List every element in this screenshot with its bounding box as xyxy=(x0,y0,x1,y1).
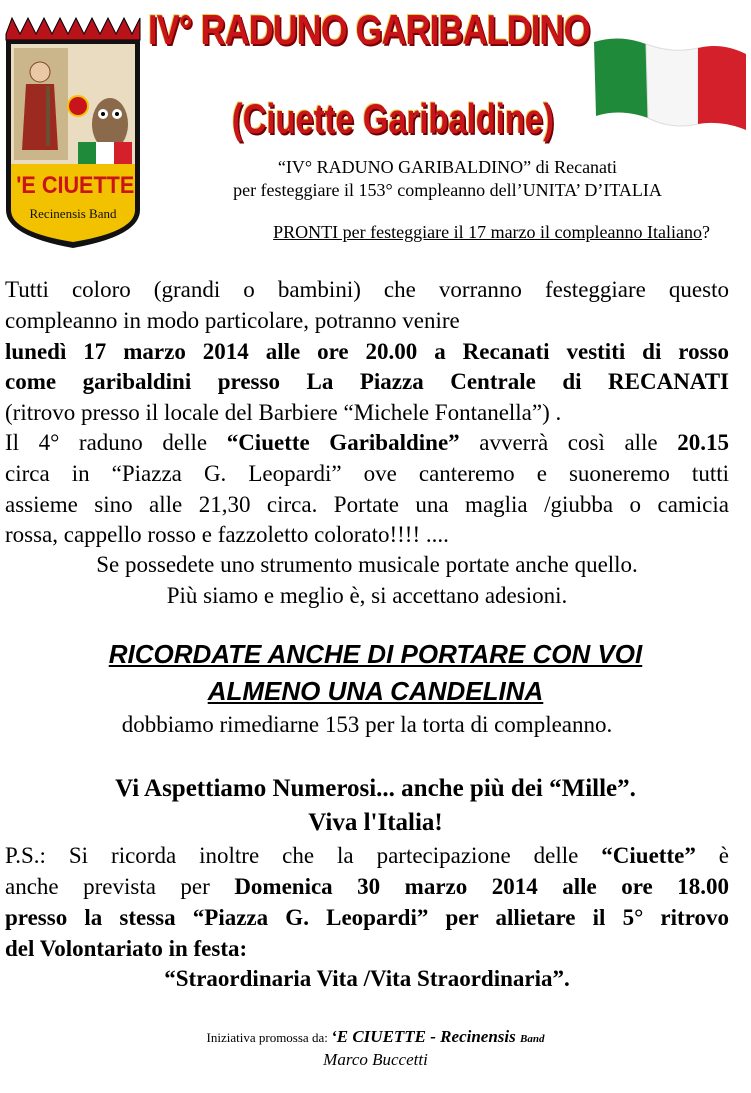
closing-line-1: Vi Aspettiamo Numerosi... anche più dei “Mille”. xyxy=(115,775,636,802)
footer-band: Band xyxy=(520,1033,545,1045)
body-line-2: compleanno in modo particolare, potranno venire xyxy=(5,308,460,333)
ps-line-2-a: anche prevista per xyxy=(5,874,235,899)
closing-line-2: Viva l'Italia! xyxy=(308,809,443,836)
reminder-heading-1: RICORDATE ANCHE DI PORTARE CON VOI xyxy=(108,639,643,669)
header-question: PRONTI per festeggiare il 17 marzo il compleanno Italiano xyxy=(273,222,702,242)
ps-line-4 xyxy=(5,936,729,962)
ps-line-2 xyxy=(5,874,729,900)
footer-promo xyxy=(0,1027,751,1047)
reminder-heading-2: ALMENO UNA CANDELINA xyxy=(207,676,544,706)
header-line-1: “IV° RADUNO GARIBALDINO” di Recanati xyxy=(277,157,618,177)
ciuette-logo xyxy=(2,14,144,250)
page-subtitle: (Ciuette Garibaldine) xyxy=(231,95,554,142)
header-question-mark: ? xyxy=(702,222,710,242)
ps-date-bold: Domenica 30 marzo 2014 alle ore 18.00 xyxy=(234,874,729,899)
event-place-line: come garibaldini presso La Piazza Centrale di RECANATI xyxy=(5,369,729,394)
body-line-4 xyxy=(5,369,729,395)
header-line-3 xyxy=(150,222,710,243)
ps-line-1-c: è xyxy=(695,843,730,868)
ps-volontariato-bold: del Volontariato in festa: xyxy=(5,936,248,961)
logo-name: 'E CIUETTE xyxy=(16,172,135,199)
time-bold: 20.15 xyxy=(677,430,729,455)
body-line-7: circa in “Piazza G. Leopardi” ove canteremo e suoneremo tutti xyxy=(5,461,729,486)
reminder-note: dobbiamo rimediarne 153 per la torta di compleanno. xyxy=(121,712,613,737)
body-line-6-c: avverrà così alle xyxy=(459,430,678,455)
body-line-3 xyxy=(5,339,729,365)
footer-org: ‘E CIUETTE - Recinensis xyxy=(331,1027,520,1046)
ps-ciuette-bold: “Ciuette” xyxy=(601,843,696,868)
body-line-6-a: Il 4° raduno delle xyxy=(5,430,227,455)
body-line-1: Tutti coloro (grandi o bambini) che vorranno festeggiare questo xyxy=(5,277,729,302)
body-line-6 xyxy=(5,430,729,456)
footer-author: Marco Buccetti xyxy=(323,1050,428,1069)
ps-place-bold: presso la stessa “Piazza G. Leopardi” per allietare il 5° ritrovo xyxy=(5,905,729,930)
ps-line-1-a: P.S.: Si ricorda inoltre che la partecipazione delle xyxy=(5,843,602,868)
ciuette-garibaldine-bold: “Ciuette Garibaldine” xyxy=(226,430,460,455)
ps-line-5 xyxy=(5,966,729,992)
ps-line-1 xyxy=(5,843,729,869)
body-line-5: (ritrovo presso il locale del Barbiere “Michele Fontanella”) . xyxy=(5,400,562,425)
logo-band: Recinensis Band xyxy=(29,206,117,221)
italian-flag-image xyxy=(590,34,750,134)
body-line-11: Più siamo e meglio è, si accettano adesioni. xyxy=(166,583,568,608)
body-line-10: Se possedete uno strumento musicale portate anche quello. xyxy=(96,552,638,577)
ps-line-3 xyxy=(5,905,729,931)
page-title: IV° RADUNO GARIBALDINO xyxy=(148,6,590,53)
footer-promo-label: Iniziativa promossa da: xyxy=(206,1030,332,1045)
body-line-9: rossa, cappello rosso e fazzoletto colorato!!!! .... xyxy=(5,522,449,547)
body-line-8: assieme sino alle 21,30 circa. Portate una maglia /giubba o camicia xyxy=(5,492,729,517)
ps-motto-bold: “Straordinaria Vita /Vita Straordinaria”. xyxy=(164,966,570,991)
header-line-2: per festeggiare il 153° compleanno dell’UNITA’ D’ITALIA xyxy=(233,180,662,200)
event-date-line: lunedì 17 marzo 2014 alle ore 20.00 a Recanati vestiti di rosso xyxy=(5,339,729,364)
